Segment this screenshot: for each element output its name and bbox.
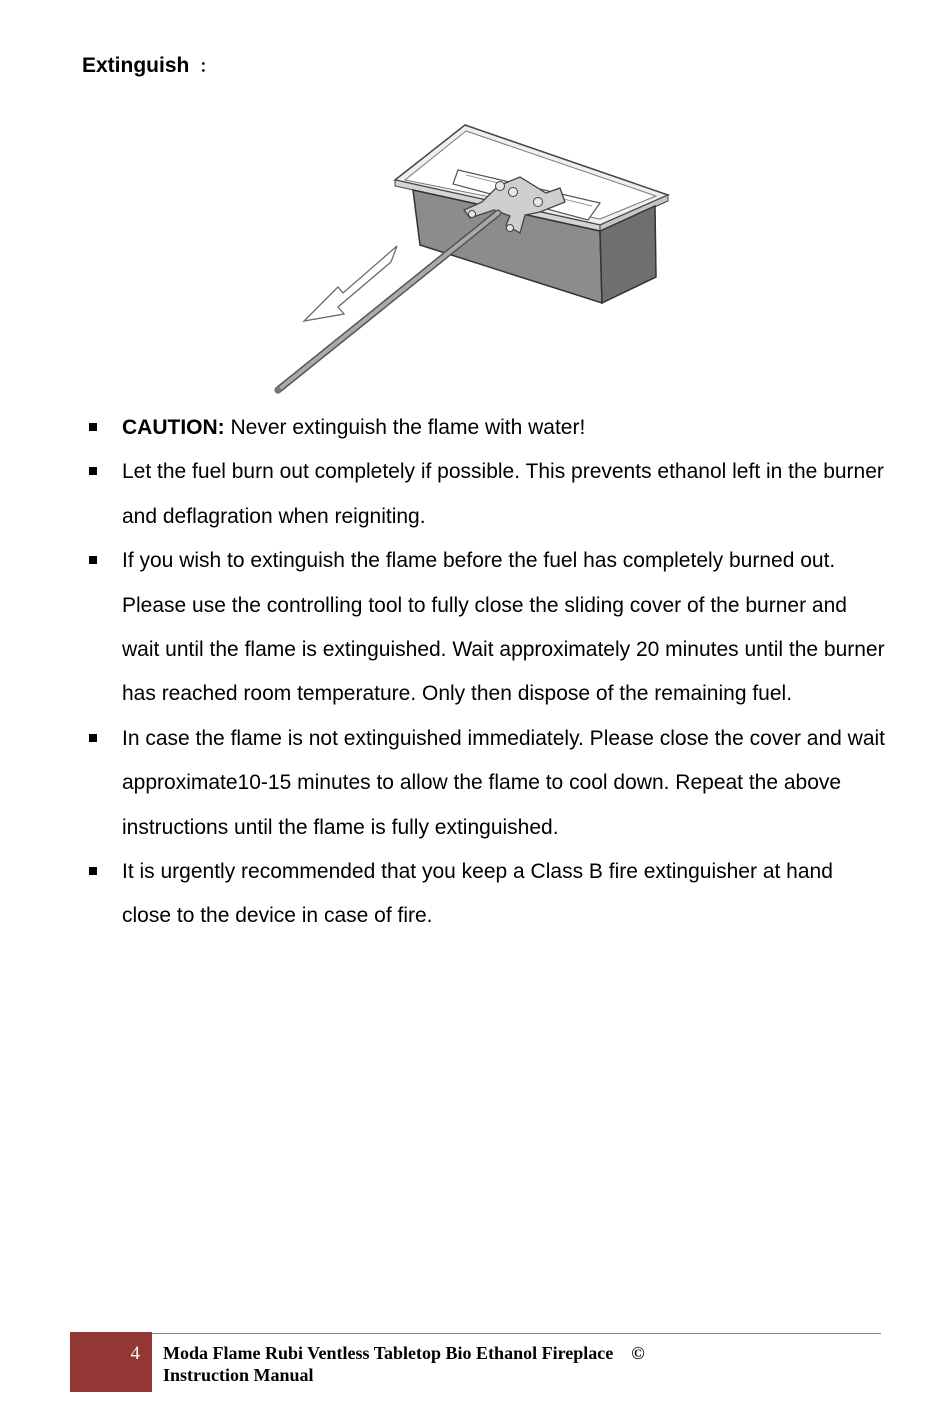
section-heading-colon: ：: [199, 57, 217, 76]
bullet-square-icon: [89, 734, 97, 742]
section-heading-label: Extinguish: [82, 54, 190, 77]
footer-title-line2: Instruction Manual: [163, 1365, 314, 1385]
page-number: 4: [130, 1343, 140, 1364]
list-item: [86, 850, 886, 939]
copyright-symbol: ©: [631, 1343, 645, 1363]
footer-title-line1: Moda Flame Rubi Ventless Tabletop Bio Ethanol Fireplace: [163, 1343, 614, 1363]
list-item-text: It is urgently recommended that you keep a Class B fire extinguisher at hand close to the device in case of fire.: [122, 860, 833, 928]
section-heading: [82, 52, 216, 81]
list-item: [86, 406, 886, 450]
list-item-text: In case the flame is not extinguished immediately. Please close the cover and wait approximate10-15 minutes to allow the flame to cool down. Repeat the above instructions until the flame is fully extinguished.: [122, 726, 886, 839]
controlling-tool-rod-icon: [275, 213, 498, 393]
bullet-square-icon: [89, 423, 97, 431]
bullet-square-icon: [89, 467, 97, 475]
list-item: [86, 539, 886, 717]
list-item-text: Let the fuel burn out completely if possible. This prevents ethanol left in the burner and deflagration when reigniting.: [122, 460, 884, 528]
burner-box-icon: [395, 125, 668, 303]
bullet-square-icon: [89, 556, 97, 564]
list-item-text: If you wish to extinguish the flame before the fuel has completely burned out. Please use the controlling tool to fully close the sliding cover of the burner and wait until the flame is extinguished. Wait approximately 20 minutes until the burner has reached room temperature. Only then dispose of the remaining fuel.: [122, 549, 885, 706]
list-item: [86, 717, 886, 850]
bullet-square-icon: [89, 867, 97, 875]
caution-label: CAUTION:: [122, 416, 225, 439]
burner-illustration: [270, 120, 680, 400]
footer-title: [163, 1342, 645, 1386]
instruction-list: [86, 406, 886, 939]
footer-divider: [152, 1333, 881, 1334]
page-number-box: [70, 1332, 152, 1392]
list-item-text: Never extinguish the flame with water!: [224, 416, 586, 439]
page-footer: [70, 1332, 881, 1394]
list-item: [86, 450, 886, 539]
